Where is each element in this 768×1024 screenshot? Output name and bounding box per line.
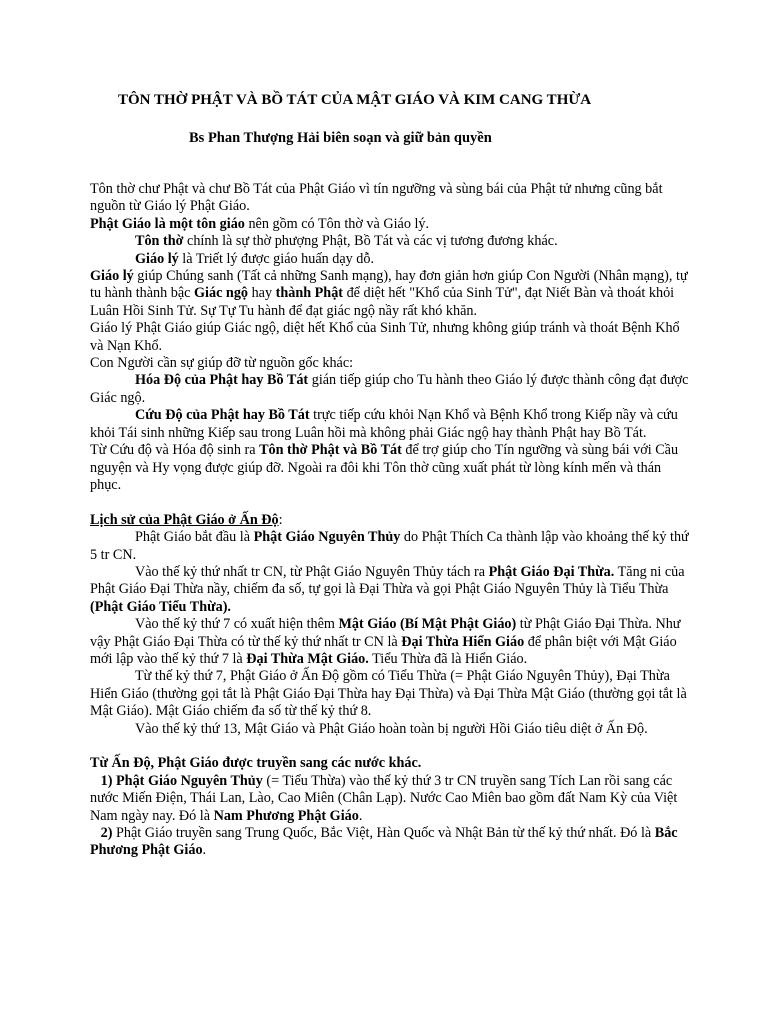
- paragraph-need-help: Con Người cần sự giúp đỡ từ nguồn gốc khác:: [90, 355, 354, 372]
- document-title: TÔN THỜ PHẬT VÀ BỒ TÁT CỦA MẬT GIÁO VÀ KIM CANG THỪA: [118, 92, 592, 108]
- list-item-northern: 2) Phật Giáo truyền sang Trung Quốc, Bắc Việt, Hàn Quốc và Nhật Bản từ thế kỷ thứ nhất. Đó là Bắc Phương Phật Giáo.: [90, 825, 678, 859]
- section-heading-spread: Từ Ấn Độ, Phật Giáo được truyền sang các nước khác.: [90, 755, 422, 772]
- paragraph-thirteenth-century: Vào thế kỷ thứ 13, Mật Giáo và Phật Giáo hoàn toàn bị người Hồi Giáo tiêu diệt ở Ấn Độ.: [135, 720, 648, 737]
- list-item-southern: 1) Phật Giáo Nguyên Thủy (= Tiểu Thừa) vào thế kỷ thứ 3 tr CN truyền sang Tích Lan rồi sang các nước Miến Điện, Thái Lan, Lào, Cao Miên (Chân Lạp). Nước Cao Miên bao gồm đất Nam Kỳ của Việt Nam ngày nay. Đó là Nam Phương Phật Giáo.: [90, 772, 678, 824]
- author-line: Bs Phan Thượng Hải biên soạn và giữ bản quyền: [189, 130, 492, 146]
- paragraph-mahayana: Vào thế kỷ thứ nhất tr CN, từ Phật Giáo Nguyên Thủy tách ra Phật Giáo Đại Thừa. Tăng ni của Phật Giáo Đại Thừa nầy, chiếm đa số, tự gọi là Đại Thừa và gọi Phật Giáo Nguyên Thủy là Tiểu Thừa (Phật Giáo Tiểu Thừa).: [90, 563, 685, 615]
- document-body: [90, 181, 690, 860]
- section-heading-history: Lịch sử của Phật Giáo ở Ấn Độ:: [90, 511, 283, 528]
- paragraph-doctrine-limits: Giáo lý Phật Giáo giúp Giác ngộ, diệt hết Khổ của Sinh Tử, nhưng không giúp tránh và thoát Bệnh Khổ và Nạn Khổ.: [90, 320, 680, 354]
- paragraph-religion: Phật Giáo là một tôn giáo nên gồm có Tôn thờ và Giáo lý.: [90, 215, 430, 232]
- paragraph-intro: Tôn thờ chư Phật và chư Bồ Tát của Phật Giáo vì tín ngưỡng và sùng bái của Phật tử nhưng cũng bắt nguồn từ Giáo lý Phật Giáo.: [90, 181, 663, 215]
- paragraph-doctrine-purpose: Giáo lý giúp Chúng sanh (Tất cả những Sanh mạng), hay đơn giản hơn giúp Con Người (Nhân mạng), tự tu hành thành bậc Giác ngộ hay thành Phật để diệt hết "Khổ của Sinh Tử", đạt Niết Bàn và thoát khỏi Luân Hồi Sinh Tử. Sự Tự Tu hành để đạt giác ngộ nầy rất khó khăn.: [90, 268, 688, 319]
- paragraph-worship-definition: Tôn thờ chính là sự thờ phượng Phật, Bồ Tát và các vị tương đương khác.: [135, 233, 558, 250]
- paragraph-indirect-help: Hóa Độ của Phật hay Bồ Tát gián tiếp giúp cho Tu hành theo Giáo lý được thành công đạt được Giác ngộ.: [90, 372, 689, 406]
- paragraph-early-buddhism: Phật Giáo bắt đầu là Phật Giáo Nguyên Thủy do Phật Thích Ca thành lập vào khoảng thế kỷ thứ 5 tr CN.: [90, 529, 689, 563]
- paragraph-direct-help: Cứu Độ của Phật hay Bồ Tát trực tiếp cứu khỏi Nạn Khổ và Bệnh Khổ trong Kiếp nầy và cứu khỏi Tái sinh những Kiếp sau trong Luân hồi mà không phải Giác ngộ hay thành Phật hay Bồ Tát.: [90, 407, 678, 441]
- paragraph-doctrine-definition: Giáo lý là Triết lý được giáo huấn dạy dỗ.: [135, 250, 375, 267]
- paragraph-esoteric: Vào thế kỷ thứ 7 có xuất hiện thêm Mật Giáo (Bí Mật Phật Giáo) từ Phật Giáo Đại Thừa. Như vậy Phật Giáo Đại Thừa có từ thế kỷ thứ nhất tr CN là Đại Thừa Hiển Giáo để phân biệt với Mật Giáo mới lập vào thế kỷ thứ 7 là Đại Thừa Mật Giáo. Tiểu Thừa đã là Hiển Giáo.: [90, 616, 681, 667]
- paragraph-seventh-century: Từ thế kỷ thứ 7, Phật Giáo ở Ấn Độ gồm có Tiểu Thừa (= Phật Giáo Nguyên Thủy), Đại Thừa Hiển Giáo (thường gọi tắt là Phật Giáo Đại Thừa hay Đại Thừa) và Đại Thừa Mật Giáo (thường gọi tắt là Mật Giáo). Mật Giáo chiếm đa số từ thế kỷ thứ 8.: [90, 668, 687, 720]
- paragraph-origin-of-worship: Từ Cứu độ và Hóa độ sinh ra Tôn thờ Phật và Bồ Tát để trợ giúp cho Tín ngưỡng và sùng bái với Cầu nguyện và Hy vọng được giúp đỡ. Ngoài ra đôi khi Tôn thờ cũng xuất phát từ lòng kính mến và thán phục.: [90, 442, 679, 493]
